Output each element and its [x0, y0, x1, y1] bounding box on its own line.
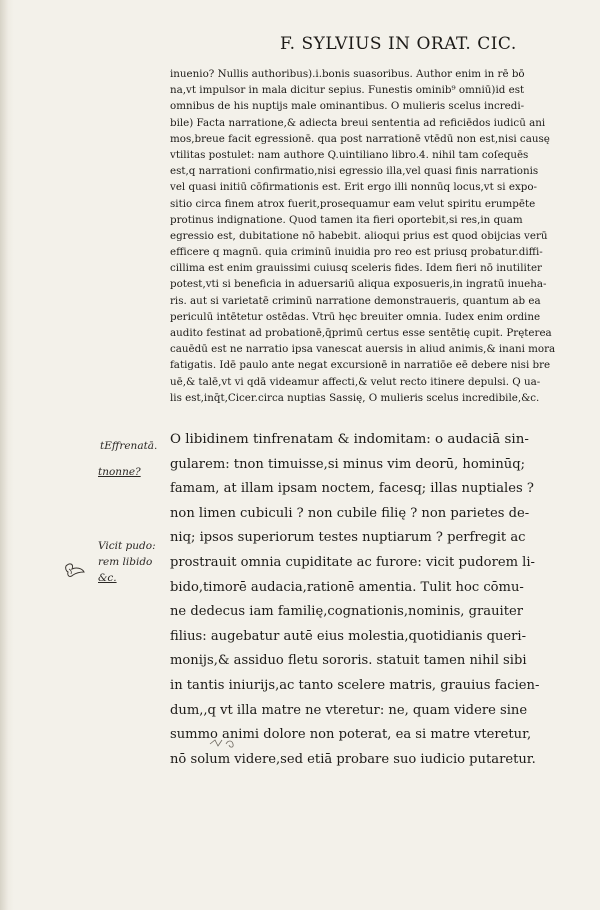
commentary-line: vel quasi initiū cōfirmationis est. Erit ergo illi nonnūq locus,vt si expo-	[170, 181, 538, 194]
handwritten-scribble-icon	[208, 736, 248, 750]
commentary-line: inuenio? Nullis authoribus).i.bonis suasoribus. Author enim in rē bō	[170, 68, 525, 80]
commentary-line: vtilitas postulet: nam authore Q.uintiliano libro.4. nihil tam coſequēs	[170, 148, 529, 161]
oration-text-block	[170, 428, 590, 772]
commentary-line: sitio circa finem atrox fuerit,prosequamur eam velut spiritu erumpēte	[170, 197, 536, 210]
marginal-note-nonne: tnonne?	[98, 466, 141, 478]
commentary-line: potest,vti si beneficia in aduersariū aliqua exposueris,in ingratū inueha-	[170, 278, 547, 291]
oration-line: O libidinem tinfrenatam & indomitam: o audaciā sin-	[170, 432, 529, 447]
commentary-line: ris. aut si varietatē criminū narratione demonstraueris, quantum ab ea	[170, 294, 541, 307]
oration-line: summo animi dolore non poterat, ea si matre vteretur,	[170, 727, 532, 743]
running-title: F. SYLVIUS IN ORAT. CIC.	[280, 34, 517, 54]
commentary-line: audito festinat ad probationē,q̄primū certus esse sentētię cupit. Pręterea	[170, 327, 552, 339]
page-gutter-shadow	[0, 0, 14, 910]
oration-line: monijs,& assiduo fletu sororis. statuit tamen nihil sibi	[170, 653, 527, 669]
commentary-line: lis est,inq̄t,Cicer.circa nuptias Sassię, O mulieris scelus incredibile,&c.	[170, 391, 540, 404]
commentary-line: cillima est enim grauissimi cuiusq sceleris fides. Idem fieri nō inutiliter	[170, 262, 542, 275]
commentary-block	[170, 66, 590, 406]
commentary-line: uē,& talē,vt vi qdā videamur affecti,& velut recto itinere depulsi. Q ua-	[170, 375, 541, 388]
oration-line: in tantis iniurijs,ac tanto scelere matris, grauius facien-	[170, 677, 540, 693]
commentary-line: fatigatis. Idē paulo ante negat excursionē in narratiōe eē debere nisi bre	[170, 359, 551, 372]
commentary-line: na,vt impulsor in mala dicitur sepius. Funestis ominib⁹ omniū)id est	[170, 84, 525, 97]
oration-line: famam, at illam ipsam noctem, facesq; illas nuptiales ?	[170, 481, 534, 497]
oration-line: bido,timorē audacia,rationē amentia. Tulit hoc cōmu-	[170, 579, 524, 595]
commentary-line: periculū intētetur ostēdas. Vtrū hęc breuiter omnia. Iudex enim ordine	[170, 310, 541, 323]
commentary-line: protinus indignatione. Quod tamen ita fieri oportebit,si res,in quam	[170, 213, 523, 226]
commentary-line: cauēdū est ne narratio ipsa vanescat auersis in aliud animis,& inani mora	[170, 343, 556, 356]
oration-line: non limen cubiculi ? non cubile filię ? non parietes de-	[170, 505, 530, 521]
marginal-note-vicit-line1: Vicit pudo:	[98, 540, 156, 552]
marginal-note-vicit-line3: &c.	[98, 572, 117, 584]
oration-line: dum,,q vt illa matre ne vteretur: ne, quam videre sine	[170, 702, 528, 718]
manicule-pointer-icon	[64, 560, 86, 582]
oration-line: ne dedecus iam familię,cognationis,nominis, grauiter	[170, 604, 523, 620]
commentary-line: est,q narrationi confirmatio,nisi egressio illa,vel quasi finis narrationis	[170, 165, 539, 178]
oration-line: nō solum videre,sed etiā probare suo iudicio putaretur.	[170, 751, 536, 767]
commentary-line: egressio est, dubitatione nō habebit. alioqui prius est quod obijcias verū	[170, 229, 548, 242]
marginal-note-infrenata: tEffrenatā.	[100, 440, 158, 452]
commentary-line: omnibus de his nuptijs male ominantibus. O mulieris scelus incredi-	[170, 100, 525, 113]
oration-line: filius: augebatur autē eius molestia,quotidianis queri-	[170, 628, 527, 644]
commentary-line: mos,breue facit egressionē. qua post narrationē vtēdū non est,nisi causę	[170, 132, 550, 145]
commentary-line: bile) Facta narratione,& adiecta breui sententia ad reficiēdos iudicū ani	[170, 116, 546, 129]
commentary-line: efficere q magnū. quia criminū inuidia pro reo est priusq probatur.diffi-	[170, 246, 543, 259]
oration-line: prostrauit omnia cupiditate ac furore: vicit pudorem li-	[170, 554, 535, 570]
marginal-note-vicit-line2: rem libido	[98, 556, 153, 568]
oration-line: niq; ipsos superiorum testes nuptiarum ? perfregit ac	[170, 530, 526, 546]
oration-line: gularem: tnon timuisse,si minus vim deorū, hominūq;	[170, 456, 526, 472]
